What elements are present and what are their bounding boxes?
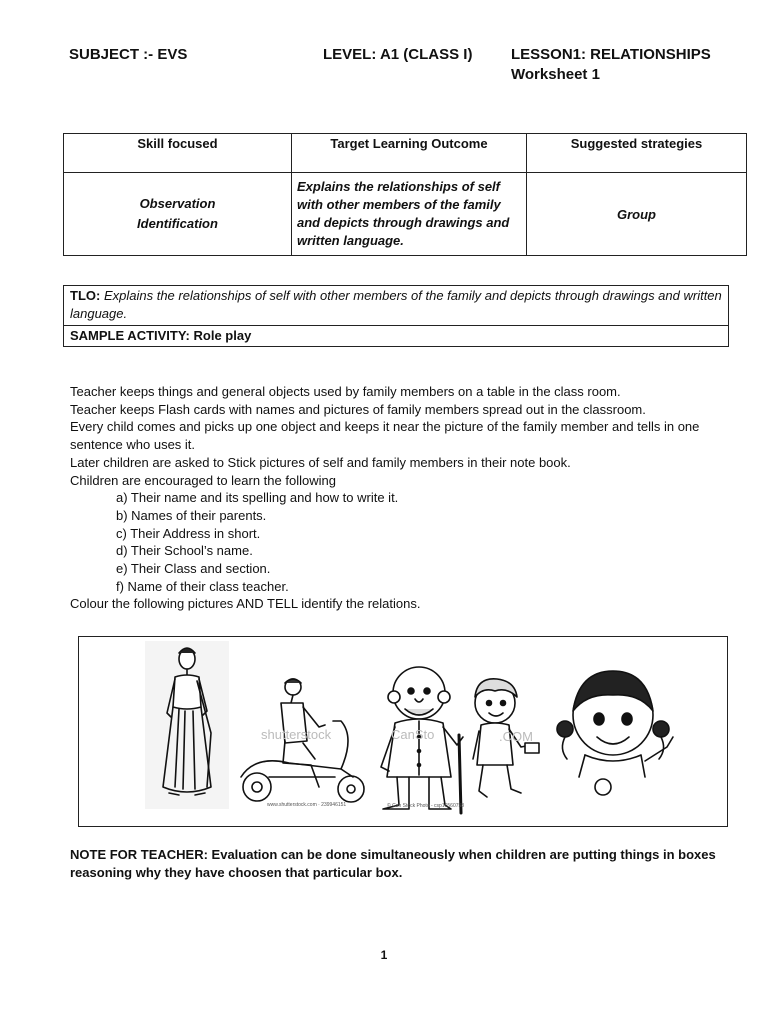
- svg-text:.COM: .COM: [499, 729, 533, 744]
- svg-text:shutterstock: shutterstock: [261, 727, 332, 742]
- skills-table: [63, 133, 747, 256]
- paragraph: Teacher keeps Flash cards with names and pictures of family members spread out in the classroom.: [70, 401, 646, 417]
- list-item: e) Their Class and section.: [116, 561, 271, 577]
- level-label: LEVEL: A1 (CLASS I): [323, 46, 473, 63]
- woman-in-saree-figure: [145, 641, 229, 809]
- svg-text:www.shutterstock.com · 2399461: www.shutterstock.com · 239946151: [267, 802, 347, 808]
- teacher-note: NOTE FOR TEACHER: Evaluation can be done simultaneously when children are putting things in boxes reasoning why they have choosen that particular box.: [70, 847, 716, 880]
- subject-label: SUBJECT :- EVS: [69, 46, 188, 63]
- list-item: f) Name of their class teacher.: [116, 578, 289, 594]
- tlo-text: Explains the relationships of self with other members of the family and depicts through drawings and written language.: [70, 288, 722, 321]
- coloring-pictures: [79, 637, 727, 826]
- grandfather-figure: [381, 667, 464, 813]
- boy-with-book-figure: [473, 679, 539, 797]
- skill-identification: Identification: [137, 216, 218, 231]
- page-number: 1: [380, 948, 388, 962]
- paragraph: Every child comes and picks up one object and keeps it near the picture of the family member and tells in one sentence who uses it.: [70, 419, 700, 453]
- list-item: a) Their name and its spelling and how to write it.: [116, 490, 399, 506]
- strategy-cell: Group: [527, 173, 747, 256]
- skills-table-row: [64, 173, 747, 256]
- outcome-cell: Explains the relationships of self with other members of the family and depicts through drawings and written language.: [292, 173, 527, 256]
- list-item: b) Names of their parents.: [116, 507, 267, 523]
- header-target-outcome: Target Learning Outcome: [292, 134, 527, 173]
- paragraph: Teacher keeps things and general objects used by family members on a table in the class room.: [70, 384, 621, 399]
- list-item: d) Their School’s name.: [116, 543, 253, 559]
- paragraph: Later children are asked to Stick pictures of self and family members in their note book.: [70, 454, 571, 470]
- tlo-label: TLO:: [70, 288, 101, 303]
- header-skill-focused: Skill focused: [64, 134, 292, 173]
- skill-observation: Observation: [139, 196, 216, 211]
- instructions: [70, 383, 730, 613]
- svg-text:© Can Stock Photo - csp1656075: © Can Stock Photo - csp16560758: [387, 803, 465, 809]
- paragraph: Children are encouraged to learn the following: [70, 472, 336, 488]
- svg-text:CanSto: CanSto: [391, 727, 435, 742]
- tlo-box: [63, 285, 729, 347]
- sample-activity: SAMPLE ACTIVITY: Role play: [70, 328, 252, 343]
- closing-instruction: Colour the following pictures AND TELL identify the relations.: [70, 596, 421, 612]
- man-on-scooter-figure: [241, 679, 364, 808]
- skills-table-header-row: [64, 134, 747, 173]
- tlo-row: [64, 286, 728, 326]
- coloring-pictures-box: [78, 636, 728, 827]
- girl-figure: [557, 671, 673, 795]
- header-suggested-strategies: Suggested strategies: [527, 134, 747, 173]
- lesson-title: LESSON1: RELATIONSHIPS: [511, 46, 711, 63]
- list-item: c) Their Address in short.: [116, 525, 261, 541]
- worksheet-label: Worksheet 1: [511, 66, 600, 83]
- skill-cell: [64, 173, 292, 256]
